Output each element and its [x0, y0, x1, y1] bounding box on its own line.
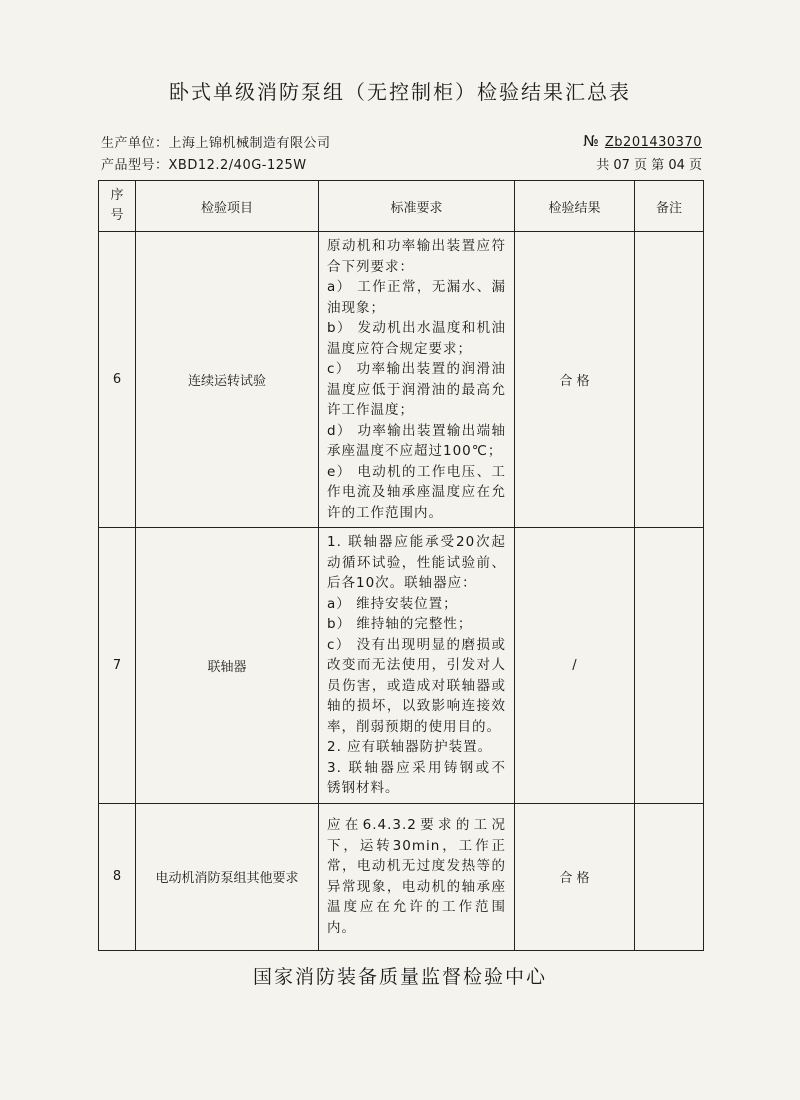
model-line: [101, 154, 307, 173]
header-remark: 备注: [635, 181, 704, 232]
report-number-value: Zb201430370: [604, 135, 702, 150]
manufacturer-line: [101, 132, 331, 151]
standard-line: 原动机和功率输出装置应符合下列要求：: [327, 238, 506, 275]
row-seq: 6: [99, 232, 136, 528]
table-row: [99, 528, 704, 804]
header-standard: 标准要求: [319, 181, 515, 232]
page-info: 共 07 页 第 04 页: [596, 158, 702, 173]
standard-line: 2. 应有联轴器防护装置。: [327, 739, 493, 755]
row-item: 连续运转试验: [136, 232, 319, 528]
standard-line: b） 发动机出水温度和机油温度应符合规定要求；: [327, 320, 506, 357]
table-row: [99, 232, 704, 528]
standard-line: a） 维持安装位置；: [327, 595, 458, 612]
row-result: 合 格: [515, 803, 635, 950]
row-item: 联轴器: [136, 528, 319, 804]
header-seq: 序号: [99, 181, 136, 232]
header-result: 检验结果: [515, 181, 635, 232]
row-remark: [635, 528, 704, 804]
number-sign: №: [583, 132, 599, 150]
standard-line: b） 维持轴的完整性；: [327, 616, 473, 632]
standard-line: 3. 联轴器应采用铸钢或不锈钢材料。: [327, 759, 506, 796]
row-standard: [319, 803, 515, 950]
standard-line: 应在6.4.3.2要求的工况下，运转30min，工作正常，电动机无过度发热等的异常现象，电动机的轴承座温度应在允许的工作范围内。: [327, 817, 506, 936]
row-seq: 7: [99, 528, 136, 804]
standard-line: c） 功率输出装置的润滑油温度应低于润滑油的最高允许工作温度；: [327, 361, 506, 418]
standard-line: d） 功率输出装置输出端轴承座温度不应超过100℃；: [327, 422, 506, 459]
results-table: [98, 180, 704, 951]
row-item: 电动机消防泵组其他要求: [136, 803, 319, 950]
document-title: 卧式单级消防泵组（无控制柜）检验结果汇总表: [169, 80, 631, 104]
table-row: [99, 803, 704, 950]
standard-line: 1. 联轴器应能承受20次起动循环试验，性能试验前、后各10次。联轴器应：: [327, 534, 506, 591]
standard-line: e） 电动机的工作电压、工作电流及轴承座温度应在允许的工作范围内。: [327, 463, 506, 521]
row-standard: [319, 232, 515, 528]
table-header-row: [99, 181, 704, 232]
standard-line: c） 没有出现明显的磨损或改变而无法使用，引发对人员伤害，或造成对联轴器或轴的损坏，以致影响连接效率，削弱预期的使用目的。: [327, 636, 506, 735]
model-label: 产品型号：: [101, 158, 169, 173]
row-remark: [635, 803, 704, 950]
row-result: 合 格: [515, 232, 635, 528]
row-result: /: [515, 528, 635, 804]
manufacturer-label: 生产单位：: [101, 136, 169, 151]
row-remark: [635, 232, 704, 528]
report-number: [583, 132, 702, 150]
model-value: XBD12.2/40G-125W: [168, 158, 307, 173]
standard-line: a） 工作正常，无漏水、漏油现象；: [327, 279, 506, 316]
issuing-organization: 国家消防装备质量监督检验中心: [252, 966, 547, 988]
header-item: 检验项目: [136, 181, 319, 232]
row-standard: [319, 528, 515, 804]
row-seq: 8: [99, 803, 136, 950]
manufacturer-value: 上海上锦机械制造有限公司: [168, 136, 331, 151]
